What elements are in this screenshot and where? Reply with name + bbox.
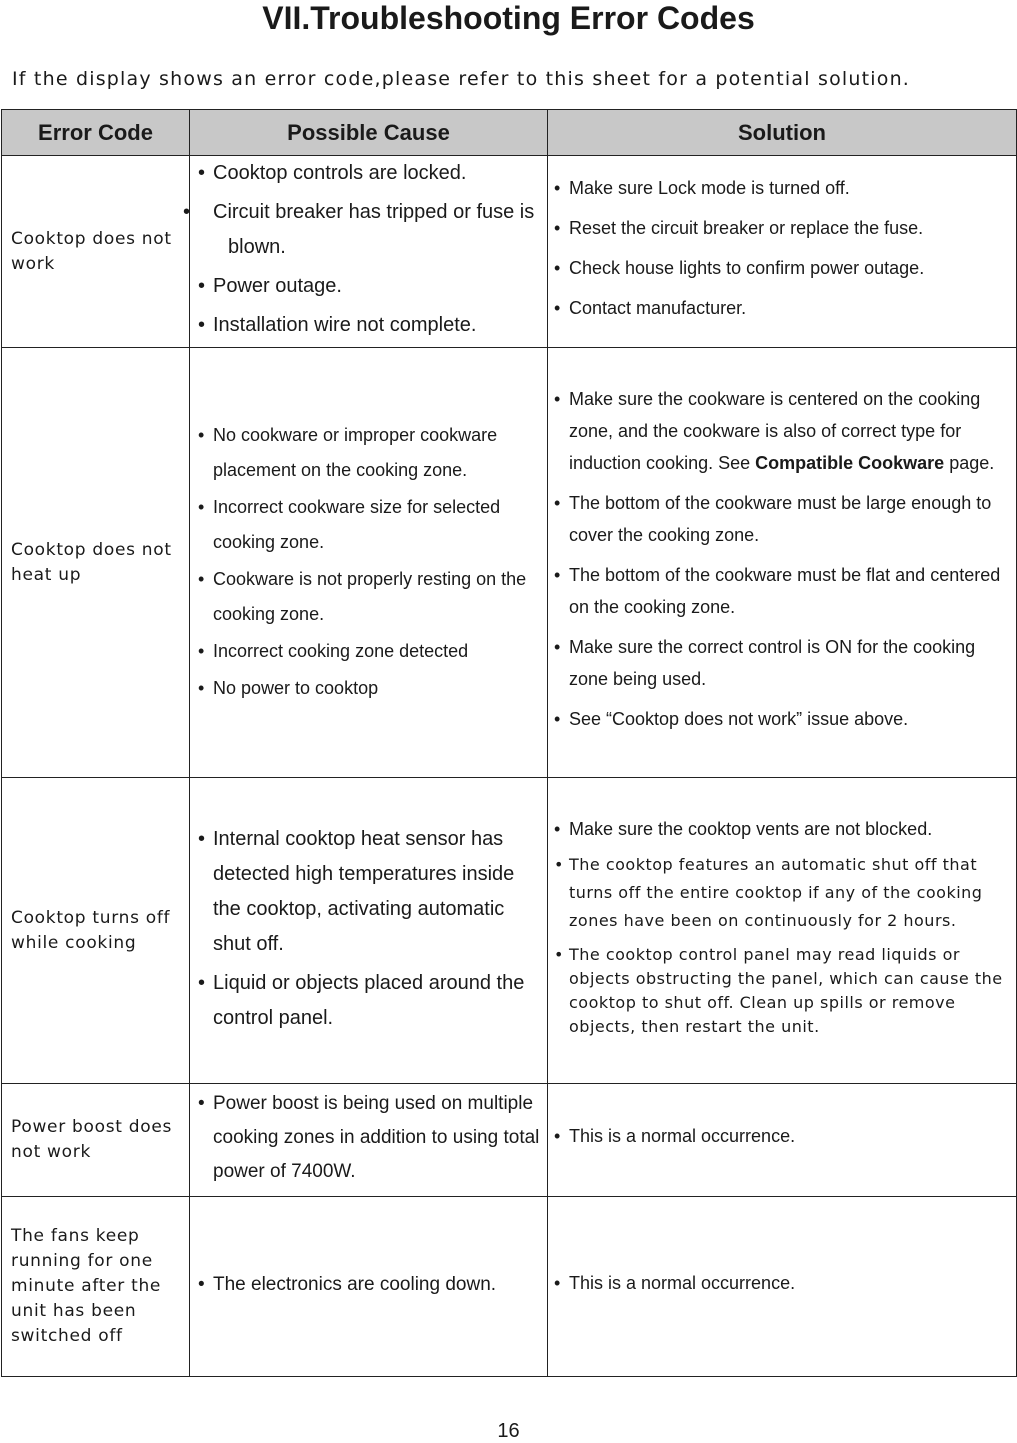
solution-text: page. [949, 452, 995, 473]
solution-item: • The bottom of the cookware must be flat and centered on the cooking zone. [550, 559, 1016, 623]
cause-item: • Internal cooktop heat sensor has detected high temperatures inside the cooktop, activating automatic shut off. [194, 822, 547, 962]
error-code-cell: Power boost does not work [2, 1084, 190, 1197]
intro-text: If the display shows an error code,please refer to this sheet for a potential solution. [12, 68, 911, 90]
cause-cell [190, 348, 548, 778]
cause-item: • Cookware is not properly resting on the cooking zone. [194, 562, 547, 632]
table-header-row [2, 110, 1017, 156]
header-error-code: Error Code [2, 110, 190, 156]
table-row [2, 778, 1017, 1084]
cause-item: • Circuit breaker has tripped or fuse is blown. [194, 195, 547, 265]
error-codes-table [1, 109, 1017, 1377]
solution-item: • The cooktop features an automatic shut off that turns off the entire cooktop if any of the cooking zones have been on continuously for 2 hours. [550, 851, 1016, 935]
solution-cell [548, 1197, 1017, 1377]
header-solution: Solution [548, 110, 1017, 156]
error-code-cell: The fans keep running for one minute after the unit has been switched off [2, 1197, 190, 1377]
solution-cell [548, 778, 1017, 1084]
error-code-cell: Cooktop does not heat up [2, 348, 190, 778]
cause-item: • Cooktop controls are locked. [194, 156, 547, 191]
solution-item [550, 383, 1016, 479]
cause-cell [190, 778, 548, 1084]
solution-item: • This is a normal occurrence. [550, 1267, 1016, 1299]
table-row [2, 1084, 1017, 1197]
table-row [2, 156, 1017, 348]
cause-item: • The electronics are cooling down. [194, 1267, 547, 1302]
solution-text: Make sure the cookware is centered on the cooking zone, and the cookware is also of correct type for induction cooking. See [569, 388, 981, 473]
solution-item: • Make sure the correct control is ON for the cooking zone being used. [550, 631, 1016, 695]
cause-item: • Power boost is being used on multiple cooking zones in addition to using total power of 7400W. [194, 1087, 547, 1189]
solution-item: • Make sure Lock mode is turned off. [550, 172, 1016, 204]
page-title: VII.Troubleshooting Error Codes [262, 0, 755, 36]
solution-cell [548, 156, 1017, 348]
compatible-cookware-link: Compatible Cookware [755, 452, 945, 473]
cause-item: • Power outage. [194, 269, 547, 304]
cause-cell [190, 156, 548, 348]
cause-item: • No cookware or improper cookware placement on the cooking zone. [194, 418, 547, 488]
solution-item: • The bottom of the cookware must be large enough to cover the cooking zone. [550, 487, 1016, 551]
cause-item: • No power to cooktop [194, 671, 547, 706]
cause-item: • Liquid or objects placed around the control panel. [194, 966, 547, 1036]
cause-cell [190, 1197, 548, 1377]
error-code-cell: Cooktop turns off while cooking [2, 778, 190, 1084]
cause-item: • Installation wire not complete. [194, 308, 547, 343]
solution-item: • Reset the circuit breaker or replace the fuse. [550, 212, 1016, 244]
header-possible-cause: Possible Cause [190, 110, 548, 156]
solution-item: • Check house lights to confirm power outage. [550, 252, 1016, 284]
page-number: 16 [497, 1420, 520, 1442]
table-row [2, 348, 1017, 778]
cause-item: • Incorrect cookware size for selected cooking zone. [194, 490, 547, 560]
solution-item: • The cooktop control panel may read liquids or objects obstructing the panel, which can cause the cooktop to shut off. Clean up spills or remove objects, then restart the unit. [550, 943, 1016, 1039]
solution-item: • See “Cooktop does not work” issue above. [550, 703, 1016, 735]
solution-item: • Contact manufacturer. [550, 292, 1016, 324]
solution-cell [548, 348, 1017, 778]
solution-item: • Make sure the cooktop vents are not blocked. [550, 815, 1016, 843]
solution-item: • This is a normal occurrence. [550, 1120, 1016, 1152]
solution-cell [548, 1084, 1017, 1197]
cause-item: • Incorrect cooking zone detected [194, 634, 547, 669]
cause-cell [190, 1084, 548, 1197]
error-code-cell: Cooktop does not work [2, 156, 190, 348]
table-row [2, 1197, 1017, 1377]
